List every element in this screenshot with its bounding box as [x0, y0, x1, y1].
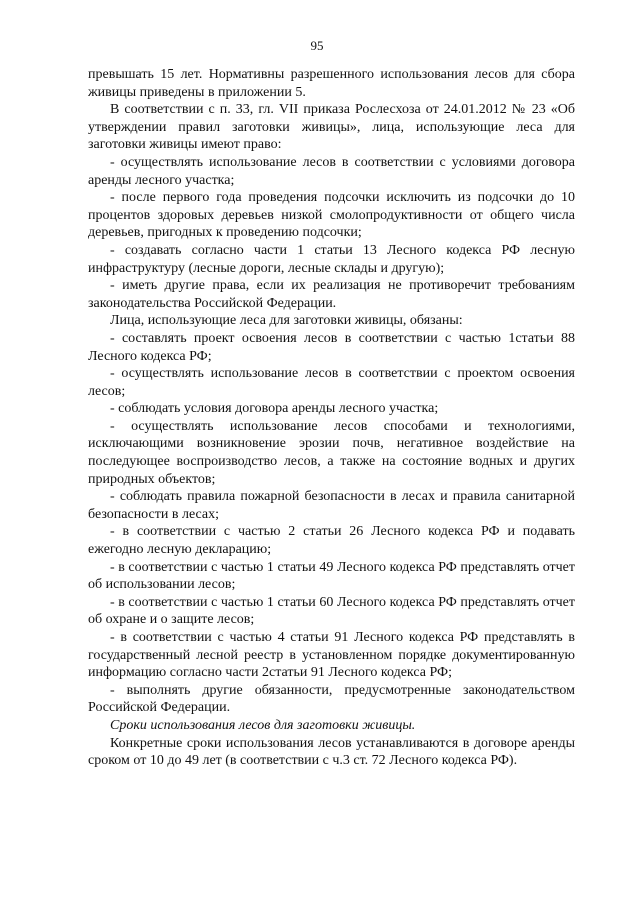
paragraph-11: - осуществлять использование лесов способами и технологиями, исключающими возникновение эрозии почв, негативное воздействие на последующее воспроизводство лесов, а также на состояние водных и других природных объектов;	[88, 418, 575, 487]
paragraph-19: Конкретные сроки использования лесов устанавливаются в договоре аренды сроком от 10 до 49 лет (в соответствии с ч.3 ст. 72 Лесного кодекса РФ).	[88, 735, 575, 769]
paragraph-10: - соблюдать условия договора аренды лесного участка;	[110, 401, 439, 417]
paragraph-3: - осуществлять использование лесов в соответствии с условиями договора аренды лесного участка;	[88, 154, 575, 188]
paragraph-13: - в соответствии с частью 2 статьи 26 Лесного кодекса РФ и подавать ежегодно лесную декларацию;	[88, 524, 575, 558]
paragraph-14: - в соответствии с частью 1 статьи 49 Лесного кодекса РФ представлять отчет об использовании лесов;	[88, 559, 575, 593]
paragraph-2: В соответствии с п. 33, гл. VII приказа Рослесхоза от 24.01.2012 № 23 «Об утверждении правил заготовки живицы», лица, использующие леса для заготовки живицы имеют право:	[88, 102, 575, 153]
paragraph-16: - в соответствии с частью 4 статьи 91 Лесного кодекса РФ представлять в государственный лесной реестр в установленном порядке документированную информацию согласно части 2статьи 91 Лесного кодекса РФ;	[88, 630, 575, 681]
paragraph-12: - соблюдать правила пожарной безопасности в лесах и правила санитарной безопасности в лесах;	[88, 489, 575, 522]
paragraph-8: - составлять проект освоения лесов в соответствии с частью 1статьи 88 Лесного кодекса РФ;	[88, 330, 575, 364]
section-heading: Сроки использования лесов для заготовки живицы.	[110, 717, 416, 733]
paragraph-1: превышать 15 лет. Нормативны разрешенного использования лесов для сбора живицы приведены в приложении 5.	[88, 67, 575, 100]
paragraph-5: - создавать согласно части 1 статьи 13 Лесного кодекса РФ лесную инфраструктуру (лесные дороги, лесные склады и другую);	[88, 242, 575, 276]
document-body	[88, 66, 575, 770]
paragraph-9: - осуществлять использование лесов в соответствии с проектом освоения лесов;	[88, 366, 575, 399]
paragraph-15: - в соответствии с частью 1 статьи 60 Лесного кодекса РФ представлять отчет об охране и о защите лесов;	[88, 594, 575, 628]
paragraph-17: - выполнять другие обязанности, предусмотренные законодательством Российской Федерации.	[88, 682, 575, 716]
paragraph-6: - иметь другие права, если их реализация не противоречит требованиям законодательства Российской Федерации.	[88, 278, 575, 311]
paragraph-4: - после первого года проведения подсочки исключить из подсочки до 10 процентов здоровых деревьев низкой смолопродуктивности от общего числа деревьев, пригодных к проведению подсочки;	[88, 190, 575, 241]
paragraph-7: Лица, использующие леса для заготовки живицы, обязаны:	[110, 313, 463, 329]
page-number: 95	[310, 38, 324, 53]
